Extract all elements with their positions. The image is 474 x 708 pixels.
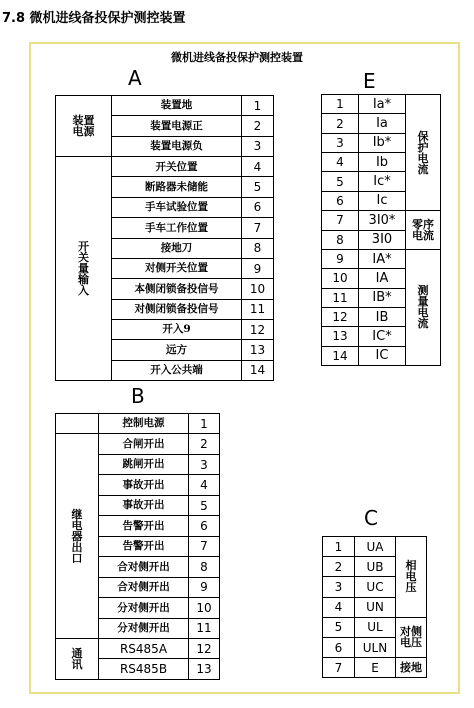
diagram-title: 微机进线备投保护测控装置 (171, 51, 303, 64)
group-label: 继 电 器 出 口 (56, 434, 99, 639)
terminal-number: 8 (189, 557, 220, 577)
terminal-number: 2 (242, 116, 274, 136)
terminal-number: 6 (322, 191, 359, 210)
terminal-name: 开入公共端 (112, 360, 242, 380)
terminal-number: 12 (322, 307, 359, 326)
terminal-signal: IA* (359, 249, 406, 268)
terminal-number: 3 (242, 136, 274, 156)
terminal-number: 2 (189, 434, 220, 454)
terminal-number: 10 (189, 598, 220, 618)
terminal-signal: UL (355, 617, 396, 637)
terminal-number: 3 (322, 133, 359, 152)
terminal-number: 9 (322, 249, 359, 268)
terminal-row (323, 537, 427, 557)
terminal-number: 5 (189, 495, 220, 515)
terminal-signal: Ic* (359, 172, 406, 191)
terminal-block-a (55, 95, 274, 381)
terminal-number: 9 (242, 258, 274, 278)
terminal-number: 1 (189, 414, 220, 434)
terminal-signal: IB (359, 307, 406, 326)
terminal-name: 告警开出 (99, 536, 189, 556)
terminal-number: 4 (189, 475, 220, 495)
terminal-number: 11 (322, 288, 359, 307)
terminal-name: 分对侧开出 (99, 618, 189, 638)
terminal-name: 手车试验位置 (112, 197, 242, 217)
terminal-name: RS485B (99, 659, 189, 679)
terminal-name: 控制电源 (99, 414, 189, 434)
terminal-number: 3 (189, 454, 220, 474)
group-label: 接地 (396, 658, 427, 678)
terminal-number: 1 (242, 96, 274, 116)
block-e-letter: E (363, 69, 376, 93)
terminal-number: 2 (322, 114, 359, 133)
terminal-name: 合对侧开出 (99, 557, 189, 577)
terminal-name: 对侧开关位置 (112, 258, 242, 278)
terminal-name: 告警开出 (99, 516, 189, 536)
terminal-block-e (321, 94, 441, 366)
terminal-number: 8 (242, 238, 274, 258)
block-b-letter: B (131, 384, 145, 408)
terminal-row (323, 658, 427, 678)
group-label: 开 关 量 输 入 (56, 157, 112, 381)
terminal-number: 5 (323, 617, 355, 637)
terminal-number: 12 (189, 638, 220, 658)
terminal-name: RS485A (99, 638, 189, 658)
terminal-name: 远方 (112, 340, 242, 360)
terminal-number: 1 (323, 537, 355, 557)
terminal-number: 13 (242, 340, 274, 360)
group-label: 相 电 压 (396, 537, 427, 618)
terminal-number: 11 (242, 299, 274, 319)
terminal-signal: Ib* (359, 133, 406, 152)
group-label (56, 414, 99, 434)
terminal-name: 开关位置 (112, 157, 242, 177)
terminal-row (323, 617, 427, 637)
terminal-number: 4 (323, 597, 355, 617)
section-heading: 7.8 微机进线备投保护测控装置 (2, 11, 186, 26)
terminal-signal: UN (355, 597, 396, 617)
terminal-name: 分对侧开出 (99, 598, 189, 618)
terminal-signal: 3I0 (359, 230, 406, 249)
terminal-number: 6 (242, 197, 274, 217)
terminal-name: 装置电源正 (112, 116, 242, 136)
terminal-signal: IC (359, 346, 406, 365)
terminal-signal: E (355, 658, 396, 678)
group-label: 装置 电源 (56, 96, 112, 157)
terminal-number: 11 (189, 618, 220, 638)
group-label: 零序 电流 (406, 211, 441, 250)
terminal-name: 事故开出 (99, 495, 189, 515)
block-a-letter: A (128, 66, 142, 90)
terminal-number: 7 (323, 658, 355, 678)
terminal-number: 12 (242, 319, 274, 339)
terminal-name: 事故开出 (99, 475, 189, 495)
terminal-name: 对侧闭锁备投信号 (112, 299, 242, 319)
terminal-number: 5 (322, 172, 359, 191)
terminal-signal: UB (355, 557, 396, 577)
group-label: 对侧 电压 (396, 617, 427, 657)
terminal-signal: Ia (359, 114, 406, 133)
block-c-letter: C (364, 506, 378, 530)
terminal-number: 6 (323, 637, 355, 657)
terminal-number: 4 (242, 157, 274, 177)
terminal-number: 7 (322, 211, 359, 230)
group-label: 通 讯 (56, 638, 99, 679)
terminal-name: 手车工作位置 (112, 218, 242, 238)
terminal-row (56, 157, 274, 177)
terminal-row (322, 249, 441, 268)
terminal-signal: 3I0* (359, 211, 406, 230)
terminal-row (56, 638, 220, 658)
terminal-number: 8 (322, 230, 359, 249)
terminal-signal: ULN (355, 637, 396, 657)
terminal-number: 13 (322, 327, 359, 346)
terminal-number: 6 (189, 516, 220, 536)
terminal-name: 接地刀 (112, 238, 242, 258)
terminal-number: 13 (189, 659, 220, 679)
terminal-name: 合对侧开出 (99, 577, 189, 597)
terminal-number: 3 (323, 577, 355, 597)
terminal-name: 跳闸开出 (99, 454, 189, 474)
group-label: 测 量 电 流 (406, 249, 441, 365)
terminal-signal: IA (359, 269, 406, 288)
terminal-name: 本侧闭锁备投信号 (112, 279, 242, 299)
terminal-signal: UA (355, 537, 396, 557)
terminal-name: 合闸开出 (99, 434, 189, 454)
terminal-number: 2 (323, 557, 355, 577)
terminal-name: 断路器未储能 (112, 177, 242, 197)
terminal-number: 4 (322, 153, 359, 172)
terminal-number: 10 (242, 279, 274, 299)
terminal-row (322, 211, 441, 230)
terminal-number: 5 (242, 177, 274, 197)
terminal-block-c (322, 536, 427, 678)
terminal-name: 装置电源负 (112, 136, 242, 156)
terminal-signal: IC* (359, 327, 406, 346)
terminal-row (322, 95, 441, 114)
terminal-row (56, 96, 274, 116)
terminal-number: 9 (189, 577, 220, 597)
terminal-signal: UC (355, 577, 396, 597)
terminal-signal: Ic (359, 191, 406, 210)
terminal-signal: Ia* (359, 95, 406, 114)
terminal-signal: Ib (359, 153, 406, 172)
terminal-row (56, 414, 220, 434)
terminal-number: 7 (242, 218, 274, 238)
terminal-name: 开入9 (112, 319, 242, 339)
terminal-number: 1 (322, 95, 359, 114)
terminal-row (56, 434, 220, 454)
terminal-number: 10 (322, 269, 359, 288)
terminal-number: 14 (242, 360, 274, 380)
group-label: 保 护 电 流 (406, 95, 441, 211)
terminal-signal: IB* (359, 288, 406, 307)
terminal-name: 装置地 (112, 96, 242, 116)
terminal-number: 7 (189, 536, 220, 556)
terminal-number: 14 (322, 346, 359, 365)
terminal-block-b (55, 413, 220, 680)
